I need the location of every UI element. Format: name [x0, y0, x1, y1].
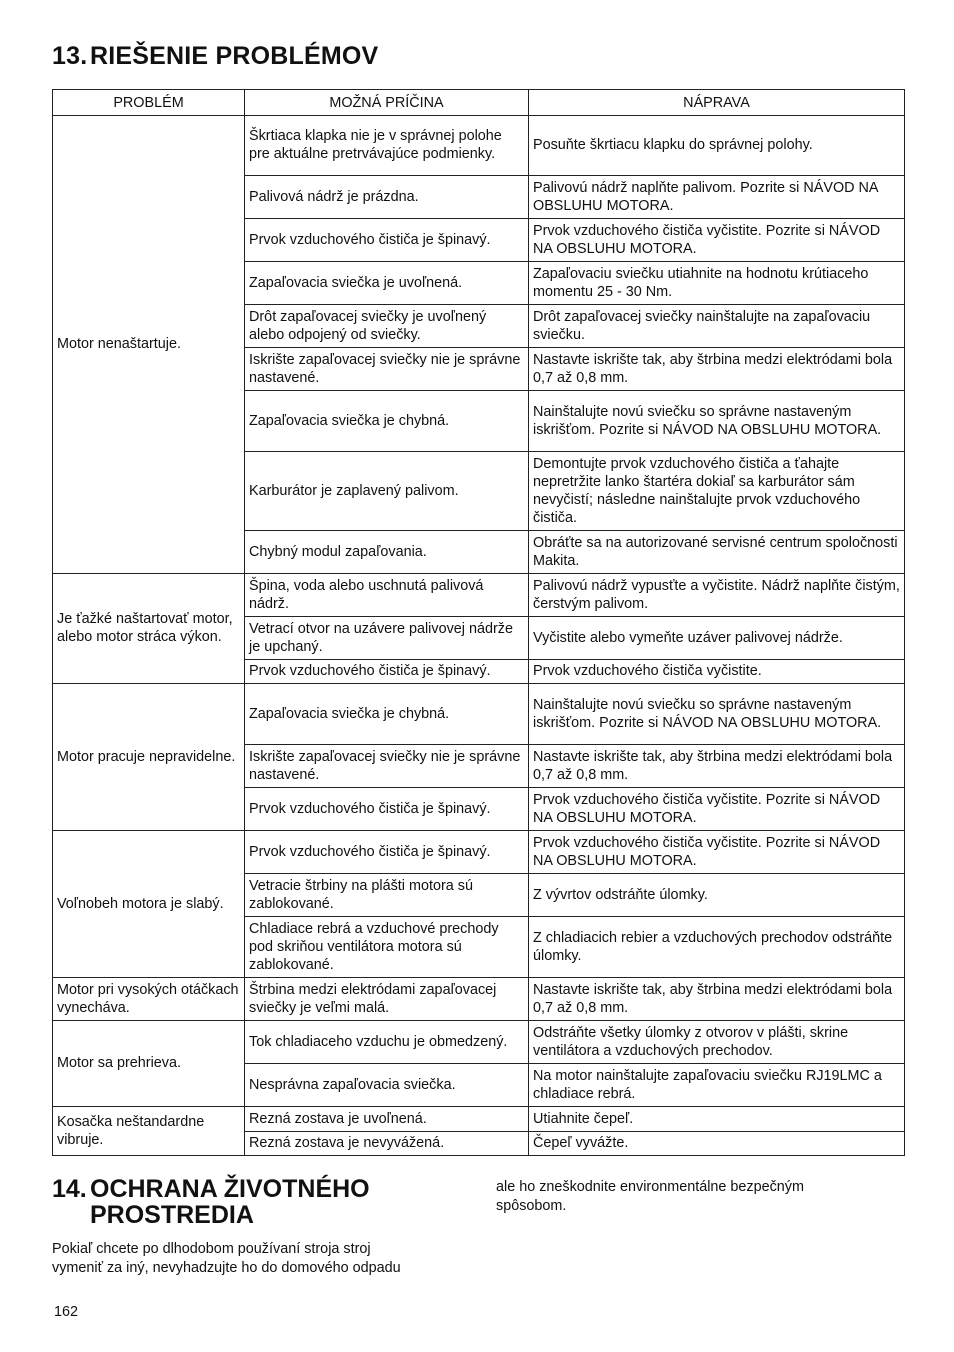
header-cause: MOŽNÁ PRÍČINA: [245, 90, 529, 116]
remedy-cell: Demontujte prvok vzduchového čističa a ťahajte nepretržite lanko štartéra dokiaľ sa karburátor sám nevyčistí; následne nainštalujte prvok vzduchového čističa.: [529, 452, 905, 531]
remedy-cell: Nastavte iskrište tak, aby štrbina medzi elektródami bola 0,7 až 0,8 mm.: [529, 745, 905, 788]
problem-cell: Kosačka neštandardne vibruje.: [53, 1107, 245, 1156]
cause-cell: Nesprávna zapaľovacia sviečka.: [245, 1064, 529, 1107]
remedy-cell: Z vývrtov odstráňte úlomky.: [529, 874, 905, 917]
remedy-cell: Na motor nainštalujte zapaľovaciu sviečku RJ19LMC a chladiace rebrá.: [529, 1064, 905, 1107]
section-13-heading: [52, 42, 378, 71]
cause-cell: Štrbina medzi elektródami zapaľovacej sviečky je veľmi malá.: [245, 978, 529, 1021]
table-row: [53, 978, 905, 1021]
cause-cell: Rezná zostava je nevyvážená.: [245, 1132, 529, 1156]
remedy-cell: Prvok vzduchového čističa vyčistite.: [529, 660, 905, 684]
remedy-cell: Obráťte sa na autorizované servisné centrum spoločnosti Makita.: [529, 531, 905, 574]
section-14-heading: [52, 1176, 370, 1228]
table-row: [53, 1107, 905, 1132]
remedy-cell: Zapaľovaciu sviečku utiahnite na hodnotu krútiaceho momentu 25 - 30 Nm.: [529, 262, 905, 305]
section-14-number: 14.: [52, 1175, 87, 1203]
cause-cell: Iskrište zapaľovacej sviečky nie je správne nastavené.: [245, 745, 529, 788]
paragraph-left-line2: vymeniť za iný, nevyhadzujte ho do domového odpadu: [52, 1260, 401, 1276]
cause-cell: Vetracie štrbiny na plášti motora sú zablokované.: [245, 874, 529, 917]
section-14-paragraph-left: [52, 1240, 401, 1278]
remedy-cell: Palivovú nádrž vypusťte a vyčistite. Nádrž naplňte čistým, čerstvým palivom.: [529, 574, 905, 617]
problem-cell: Motor nenaštartuje.: [53, 116, 245, 574]
remedy-cell: Nastavte iskrište tak, aby štrbina medzi elektródami bola 0,7 až 0,8 mm.: [529, 978, 905, 1021]
cause-cell: Prvok vzduchového čističa je špinavý.: [245, 788, 529, 831]
header-remedy: NÁPRAVA: [529, 90, 905, 116]
cause-cell: Zapaľovacia sviečka je chybná.: [245, 684, 529, 745]
remedy-cell: Prvok vzduchového čističa vyčistite. Pozrite si NÁVOD NA OBSLUHU MOTORA.: [529, 219, 905, 262]
header-problem: PROBLÉM: [53, 90, 245, 116]
remedy-cell: Čepeľ vyvážte.: [529, 1132, 905, 1156]
table-row: [53, 831, 905, 874]
remedy-cell: Drôt zapaľovacej sviečky nainštalujte na zapaľovaciu sviečku.: [529, 305, 905, 348]
page-number: 162: [54, 1304, 79, 1320]
table-row: [53, 116, 905, 176]
paragraph-right-line1: ale ho zneškodnite environmentálne bezpečným: [496, 1179, 804, 1195]
cause-cell: Prvok vzduchového čističa je špinavý.: [245, 831, 529, 874]
remedy-cell: Vyčistite alebo vymeňte uzáver palivovej nádrže.: [529, 617, 905, 660]
table-header-row: [53, 90, 905, 116]
remedy-cell: Nainštalujte novú sviečku so správne nastaveným iskrišťom. Pozrite si NÁVOD NA OBSLUHU MOTORA.: [529, 391, 905, 452]
remedy-cell: Posuňte škrtiacu klapku do správnej polohy.: [529, 116, 905, 176]
problem-cell: Motor sa prehrieva.: [53, 1021, 245, 1107]
table-row: [53, 684, 905, 745]
cause-cell: Rezná zostava je uvoľnená.: [245, 1107, 529, 1132]
remedy-cell: Palivovú nádrž naplňte palivom. Pozrite si NÁVOD NA OBSLUHU MOTORA.: [529, 176, 905, 219]
cause-cell: Zapaľovacia sviečka je chybná.: [245, 391, 529, 452]
cause-cell: Škrtiaca klapka nie je v správnej polohe pre aktuálne pretrvávajúce podmienky.: [245, 116, 529, 176]
cause-cell: Prvok vzduchového čističa je špinavý.: [245, 660, 529, 684]
paragraph-right-line2: spôsobom.: [496, 1198, 567, 1214]
section-14-title-line2: PROSTREDIA: [90, 1201, 254, 1229]
remedy-cell: Prvok vzduchového čističa vyčistite. Pozrite si NÁVOD NA OBSLUHU MOTORA.: [529, 831, 905, 874]
cause-cell: Vetrací otvor na uzávere palivovej nádrže je upchaný.: [245, 617, 529, 660]
problem-cell: Voľnobeh motora je slabý.: [53, 831, 245, 978]
remedy-cell: Nainštalujte novú sviečku so správne nastaveným iskrišťom. Pozrite si NÁVOD NA OBSLUHU MOTORA.: [529, 684, 905, 745]
table-body: [53, 116, 905, 1156]
problem-cell: Motor pri vysokých otáčkach vynecháva.: [53, 978, 245, 1021]
section-14-paragraph-right: [496, 1178, 804, 1216]
cause-cell: Chladiace rebrá a vzduchové prechody pod skriňou ventilátora motora sú zablokované.: [245, 917, 529, 978]
cause-cell: Chybný modul zapaľovania.: [245, 531, 529, 574]
cause-cell: Iskrište zapaľovacej sviečky nie je správne nastavené.: [245, 348, 529, 391]
remedy-cell: Prvok vzduchového čističa vyčistite. Pozrite si NÁVOD NA OBSLUHU MOTORA.: [529, 788, 905, 831]
cause-cell: Tok chladiaceho vzduchu je obmedzený.: [245, 1021, 529, 1064]
remedy-cell: Utiahnite čepeľ.: [529, 1107, 905, 1132]
problem-cell: Motor pracuje nepravidelne.: [53, 684, 245, 831]
cause-cell: Prvok vzduchového čističa je špinavý.: [245, 219, 529, 262]
remedy-cell: Nastavte iskrište tak, aby štrbina medzi elektródami bola 0,7 až 0,8 mm.: [529, 348, 905, 391]
table-row: [53, 1021, 905, 1064]
problem-cell: Je ťažké naštartovať motor, alebo motor stráca výkon.: [53, 574, 245, 684]
section-13-title: RIEŠENIE PROBLÉMOV: [90, 42, 379, 70]
section-13-number: 13.: [52, 42, 88, 70]
cause-cell: Palivová nádrž je prázdna.: [245, 176, 529, 219]
section-14-title-line1: OCHRANA ŽIVOTNÉHO: [90, 1175, 370, 1203]
remedy-cell: Odstráňte všetky úlomky z otvorov v plášti, skrine ventilátora a vzduchových prechodov.: [529, 1021, 905, 1064]
troubleshooting-table: [52, 89, 905, 1156]
table-row: [53, 574, 905, 617]
cause-cell: Špina, voda alebo uschnutá palivová nádrž.: [245, 574, 529, 617]
cause-cell: Zapaľovacia sviečka je uvoľnená.: [245, 262, 529, 305]
cause-cell: Drôt zapaľovacej sviečky je uvoľnený alebo odpojený od sviečky.: [245, 305, 529, 348]
cause-cell: Karburátor je zaplavený palivom.: [245, 452, 529, 531]
remedy-cell: Z chladiacich rebier a vzduchových prechodov odstráňte úlomky.: [529, 917, 905, 978]
paragraph-left-line1: Pokiaľ chcete po dlhodobom používaní stroja stroj: [52, 1241, 371, 1257]
